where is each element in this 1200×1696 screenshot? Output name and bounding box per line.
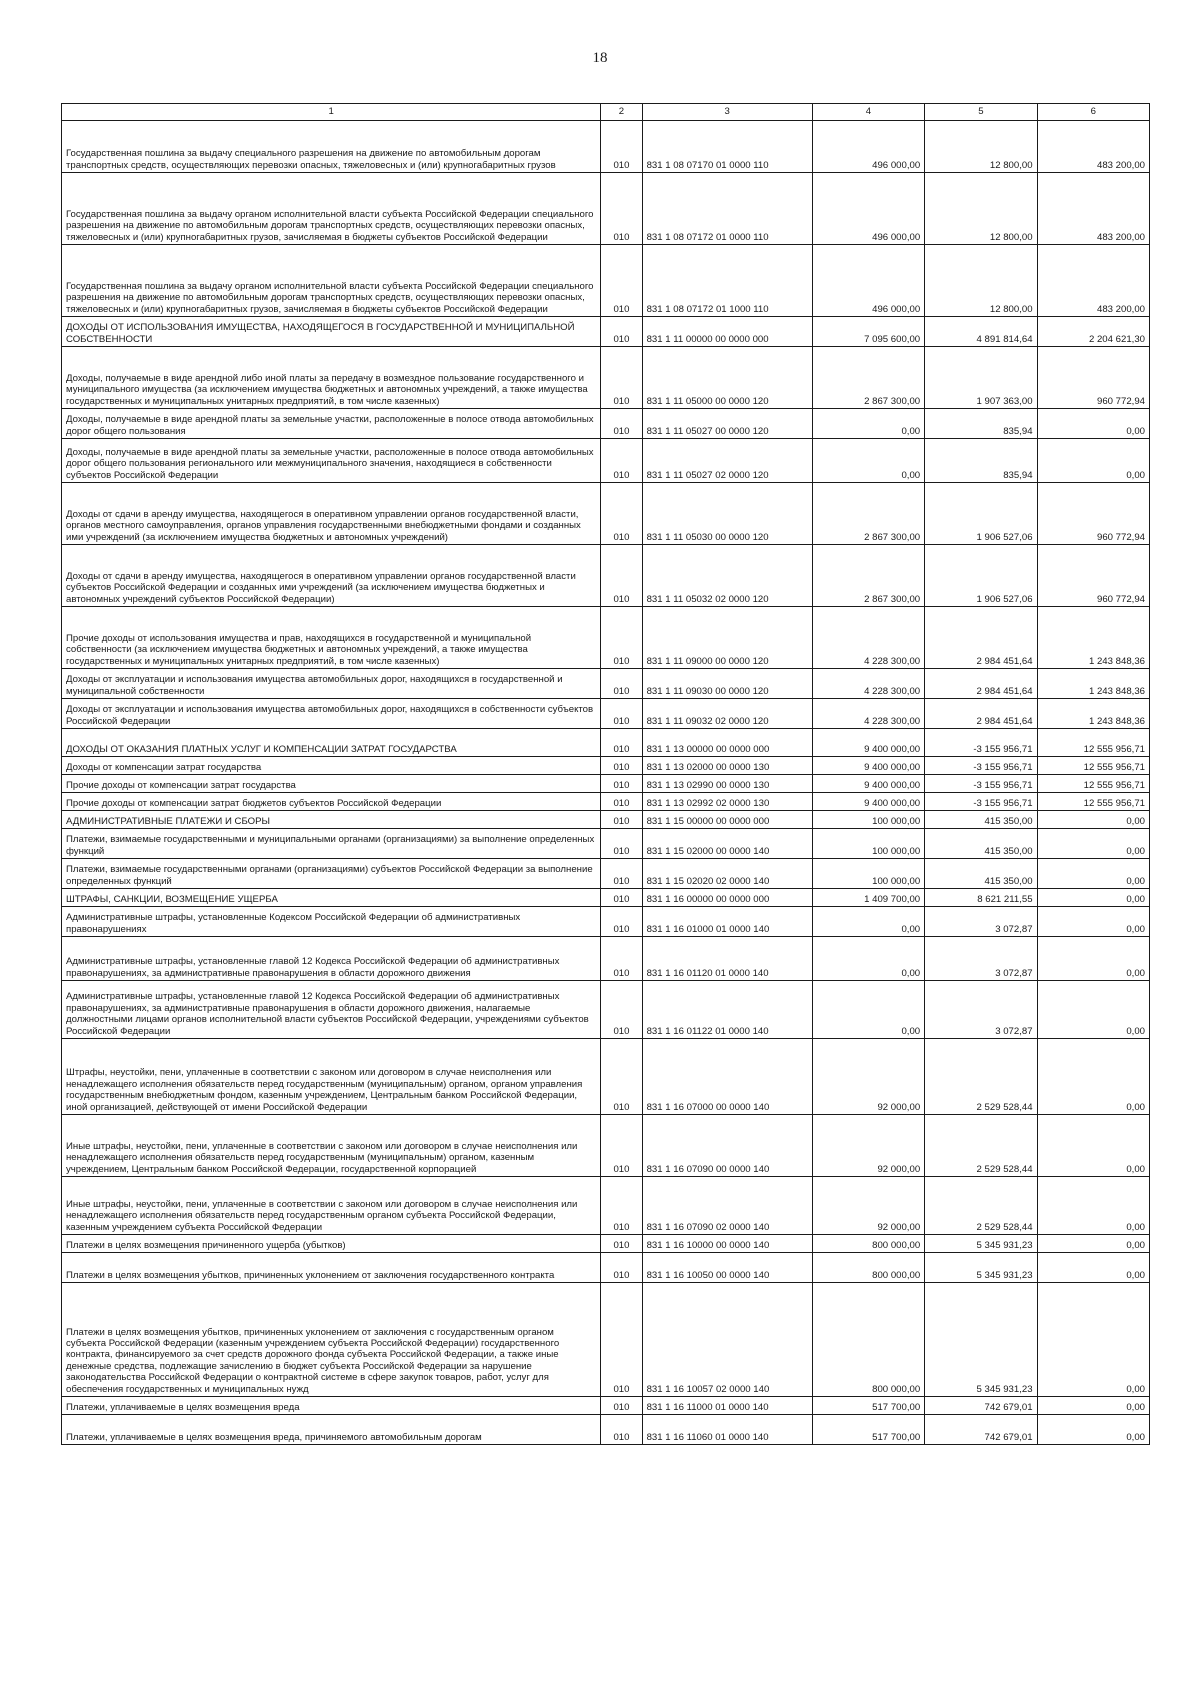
row-budget-code-cell: 831 1 16 10050 00 0000 140: [642, 1253, 812, 1283]
column-header: 6: [1037, 104, 1149, 121]
row-approved-cell: 496 000,00: [812, 121, 924, 173]
table-body: [62, 121, 1150, 1445]
table-row: [62, 829, 1150, 859]
row-name-cell: Платежи, уплачиваемые в целях возмещения вреда: [62, 1397, 601, 1415]
row-unexecuted-cell: 960 772,94: [1037, 483, 1149, 545]
row-unexecuted-cell: 1 243 848,36: [1037, 699, 1149, 729]
row-unexecuted-cell: 1 243 848,36: [1037, 607, 1149, 669]
row-executed-cell: -3 155 956,71: [925, 729, 1037, 757]
row-line-code-cell: 010: [601, 1397, 642, 1415]
row-approved-cell: 9 400 000,00: [812, 775, 924, 793]
row-budget-code-cell: 831 1 08 07172 01 1000 110: [642, 245, 812, 317]
row-line-code-cell: 010: [601, 793, 642, 811]
row-approved-cell: 7 095 600,00: [812, 317, 924, 347]
row-executed-cell: 3 072,87: [925, 907, 1037, 937]
row-budget-code-cell: 831 1 15 02020 02 0000 140: [642, 859, 812, 889]
row-line-code-cell: 010: [601, 347, 642, 409]
row-executed-cell: 5 345 931,23: [925, 1235, 1037, 1253]
row-executed-cell: -3 155 956,71: [925, 775, 1037, 793]
table-row: [62, 889, 1150, 907]
row-line-code-cell: 010: [601, 317, 642, 347]
table-row: [62, 347, 1150, 409]
row-approved-cell: 2 867 300,00: [812, 545, 924, 607]
row-executed-cell: 835,94: [925, 439, 1037, 483]
row-line-code-cell: 010: [601, 829, 642, 859]
row-budget-code-cell: 831 1 11 05032 02 0000 120: [642, 545, 812, 607]
row-line-code-cell: 010: [601, 775, 642, 793]
table-row: [62, 775, 1150, 793]
row-name-cell: Иные штрафы, неустойки, пени, уплаченные в соответствии с законом или договором в случае неисполнения или ненадлежащего исполнения обязательств перед государственным (муниципальным) органом, казенным учреждением, Центральным банком Российской Федерации, государственной корпорацией: [62, 1115, 601, 1177]
row-approved-cell: 4 228 300,00: [812, 699, 924, 729]
row-budget-code-cell: 831 1 11 00000 00 0000 000: [642, 317, 812, 347]
row-line-code-cell: 010: [601, 981, 642, 1039]
row-name-cell: Штрафы, неустойки, пени, уплаченные в соответствии с законом или договором в случае неисполнения или ненадлежащего исполнения обязательств перед государственным (муниципальным) органом, органом управления государственным внебюджетным фондом, казенным учреждением, Центральным банком Российской Федерации, иной организацией, действующей от имени Российской Федерации: [62, 1039, 601, 1115]
row-unexecuted-cell: 0,00: [1037, 829, 1149, 859]
row-executed-cell: 5 345 931,23: [925, 1283, 1037, 1397]
row-name-cell: Государственная пошлина за выдачу органом исполнительной власти субъекта Российской Федерации специального разрешения на движение по автомобильным дорогам транспортных средств, осуществляющих перевозки опасных, тяжеловесных и (или) крупногабаритных грузов, зачисляемая в бюджеты субъектов Российской Федерации: [62, 173, 601, 245]
table-row: [62, 699, 1150, 729]
row-budget-code-cell: 831 1 16 11060 01 0000 140: [642, 1415, 812, 1445]
row-approved-cell: 1 409 700,00: [812, 889, 924, 907]
table-row: [62, 1283, 1150, 1397]
row-line-code-cell: 010: [601, 1177, 642, 1235]
row-budget-code-cell: 831 1 15 00000 00 0000 000: [642, 811, 812, 829]
row-name-cell: Платежи, взимаемые государственными органами (организациями) субъектов Российской Федерации за выполнение определенных функций: [62, 859, 601, 889]
row-budget-code-cell: 831 1 16 07000 00 0000 140: [642, 1039, 812, 1115]
row-executed-cell: 12 800,00: [925, 245, 1037, 317]
row-line-code-cell: 010: [601, 937, 642, 981]
row-line-code-cell: 010: [601, 1235, 642, 1253]
table-row: [62, 545, 1150, 607]
table-row: [62, 859, 1150, 889]
row-unexecuted-cell: 0,00: [1037, 907, 1149, 937]
row-executed-cell: 2 984 451,64: [925, 699, 1037, 729]
row-approved-cell: 9 400 000,00: [812, 729, 924, 757]
row-line-code-cell: 010: [601, 811, 642, 829]
row-name-cell: Платежи, уплачиваемые в целях возмещения вреда, причиняемого автомобильным дорогам: [62, 1415, 601, 1445]
row-unexecuted-cell: 2 204 621,30: [1037, 317, 1149, 347]
row-unexecuted-cell: 483 200,00: [1037, 173, 1149, 245]
row-budget-code-cell: 831 1 16 01122 01 0000 140: [642, 981, 812, 1039]
row-executed-cell: 2 529 528,44: [925, 1177, 1037, 1235]
row-approved-cell: 517 700,00: [812, 1415, 924, 1445]
table-row: [62, 1039, 1150, 1115]
row-approved-cell: 4 228 300,00: [812, 669, 924, 699]
row-budget-code-cell: 831 1 11 09032 02 0000 120: [642, 699, 812, 729]
row-executed-cell: 12 800,00: [925, 121, 1037, 173]
row-budget-code-cell: 831 1 16 11000 01 0000 140: [642, 1397, 812, 1415]
row-approved-cell: 9 400 000,00: [812, 757, 924, 775]
row-unexecuted-cell: 0,00: [1037, 1039, 1149, 1115]
row-name-cell: Прочие доходы от компенсации затрат бюджетов субъектов Российской Федерации: [62, 793, 601, 811]
row-approved-cell: 800 000,00: [812, 1235, 924, 1253]
row-executed-cell: 415 350,00: [925, 829, 1037, 859]
row-unexecuted-cell: 1 243 848,36: [1037, 669, 1149, 699]
table-row: [62, 1235, 1150, 1253]
row-name-cell: Административные штрафы, установленные Кодексом Российской Федерации об административных правонарушениях: [62, 907, 601, 937]
row-executed-cell: 415 350,00: [925, 859, 1037, 889]
row-executed-cell: 2 529 528,44: [925, 1115, 1037, 1177]
row-line-code-cell: 010: [601, 607, 642, 669]
row-unexecuted-cell: 0,00: [1037, 859, 1149, 889]
row-approved-cell: 496 000,00: [812, 245, 924, 317]
row-name-cell: Платежи в целях возмещения убытков, причиненных уклонением от заключения с государственным органом субъекта Российской Федерации (казенным учреждением субъекта Российской Федерации) государственного контракта, финансируемого за счет средств дорожного фонда субъекта Российской Федерации, а также иные денежные средства, подлежащие зачислению в бюджет субъекта Российской Федерации за нарушение законодательства Российской Федерации о контрактной системе в сфере закупок товаров, работ, услуг для обеспечения государственных и муниципальных нужд: [62, 1283, 601, 1397]
row-unexecuted-cell: 0,00: [1037, 937, 1149, 981]
row-line-code-cell: 010: [601, 757, 642, 775]
revenue-table: [61, 103, 1150, 1445]
row-executed-cell: 2 984 451,64: [925, 607, 1037, 669]
column-header: 3: [642, 104, 812, 121]
row-line-code-cell: 010: [601, 439, 642, 483]
row-budget-code-cell: 831 1 08 07170 01 0000 110: [642, 121, 812, 173]
row-line-code-cell: 010: [601, 1415, 642, 1445]
row-line-code-cell: 010: [601, 121, 642, 173]
row-unexecuted-cell: 0,00: [1037, 889, 1149, 907]
table-row: [62, 1115, 1150, 1177]
row-line-code-cell: 010: [601, 245, 642, 317]
row-budget-code-cell: 831 1 13 02990 00 0000 130: [642, 775, 812, 793]
row-executed-cell: 1 907 363,00: [925, 347, 1037, 409]
row-name-cell: Платежи, взимаемые государственными и муниципальными органами (организациями) за выполнение определенных функций: [62, 829, 601, 859]
row-line-code-cell: 010: [601, 173, 642, 245]
row-executed-cell: 415 350,00: [925, 811, 1037, 829]
row-executed-cell: -3 155 956,71: [925, 793, 1037, 811]
row-budget-code-cell: 831 1 16 10057 02 0000 140: [642, 1283, 812, 1397]
row-name-cell: Прочие доходы от компенсации затрат государства: [62, 775, 601, 793]
row-budget-code-cell: 831 1 13 02000 00 0000 130: [642, 757, 812, 775]
row-line-code-cell: 010: [601, 1283, 642, 1397]
header-row: [62, 104, 1150, 121]
row-approved-cell: 92 000,00: [812, 1115, 924, 1177]
row-line-code-cell: 010: [601, 669, 642, 699]
row-line-code-cell: 010: [601, 907, 642, 937]
row-budget-code-cell: 831 1 13 02992 02 0000 130: [642, 793, 812, 811]
row-approved-cell: 517 700,00: [812, 1397, 924, 1415]
row-name-cell: Доходы, получаемые в виде арендной платы за земельные участки, расположенные в полосе отвода автомобильных дорог общего пользования регионального или межмуниципального значения, находящиеся в собственности субъектов Российской Федерации: [62, 439, 601, 483]
column-header: 2: [601, 104, 642, 121]
row-name-cell: Доходы, получаемые в виде арендной либо иной платы за передачу в возмездное пользование государственного и муниципального имущества (за исключением имущества бюджетных и автономных учреждений, а также имущества государственных и муниципальных унитарных предприятий, в том числе казенных): [62, 347, 601, 409]
table-row: [62, 981, 1150, 1039]
table-row: [62, 1397, 1150, 1415]
row-executed-cell: 2 984 451,64: [925, 669, 1037, 699]
row-line-code-cell: 010: [601, 1039, 642, 1115]
table-row: [62, 907, 1150, 937]
row-unexecuted-cell: 0,00: [1037, 1283, 1149, 1397]
row-approved-cell: 0,00: [812, 439, 924, 483]
table-row: [62, 793, 1150, 811]
row-executed-cell: 4 891 814,64: [925, 317, 1037, 347]
row-name-cell: Платежи в целях возмещения убытков, причиненных уклонением от заключения государственного контракта: [62, 1253, 601, 1283]
table-row: [62, 409, 1150, 439]
row-name-cell: Административные штрафы, установленные главой 12 Кодекса Российской Федерации об административных правонарушениях, за административные правонарушения в области дорожного движения: [62, 937, 601, 981]
table-row: [62, 729, 1150, 757]
row-unexecuted-cell: 0,00: [1037, 1397, 1149, 1415]
table-row: [62, 757, 1150, 775]
row-name-cell: Доходы от сдачи в аренду имущества, находящегося в оперативном управлении органов государственной власти, органов местного самоуправления, органов управления государственными внебюджетными фондами и созданных ими учреждений (за исключением имущества бюджетных и автономных учреждений): [62, 483, 601, 545]
row-line-code-cell: 010: [601, 699, 642, 729]
row-approved-cell: 9 400 000,00: [812, 793, 924, 811]
row-budget-code-cell: 831 1 16 01120 01 0000 140: [642, 937, 812, 981]
row-budget-code-cell: 831 1 16 07090 02 0000 140: [642, 1177, 812, 1235]
row-name-cell: АДМИНИСТРАТИВНЫЕ ПЛАТЕЖИ И СБОРЫ: [62, 811, 601, 829]
row-name-cell: Доходы от эксплуатации и использования имущества автомобильных дорог, находящихся в собственности субъектов Российской Федерации: [62, 699, 601, 729]
row-unexecuted-cell: 960 772,94: [1037, 347, 1149, 409]
row-executed-cell: 835,94: [925, 409, 1037, 439]
row-name-cell: Государственная пошлина за выдачу органом исполнительной власти субъекта Российской Федерации специального разрешения на движение по автомобильным дорогам транспортных средств, осуществляющих перевозки опасных, тяжеловесных и (или) крупногабаритных грузов, зачисляемая в бюджеты субъектов Российской Федерации: [62, 245, 601, 317]
table-row: [62, 1415, 1150, 1445]
row-unexecuted-cell: 0,00: [1037, 1235, 1149, 1253]
column-header: 4: [812, 104, 924, 121]
row-executed-cell: 5 345 931,23: [925, 1253, 1037, 1283]
page-number: 18: [592, 50, 608, 66]
row-unexecuted-cell: 12 555 956,71: [1037, 757, 1149, 775]
row-name-cell: Доходы, получаемые в виде арендной платы за земельные участки, расположенные в полосе отвода автомобильных дорог общего пользования: [62, 409, 601, 439]
row-approved-cell: 2 867 300,00: [812, 483, 924, 545]
table-row: [62, 245, 1150, 317]
row-name-cell: Платежи в целях возмещения причиненного ущерба (убытков): [62, 1235, 601, 1253]
row-budget-code-cell: 831 1 11 09030 00 0000 120: [642, 669, 812, 699]
row-approved-cell: 100 000,00: [812, 811, 924, 829]
table-row: [62, 1253, 1150, 1283]
row-line-code-cell: 010: [601, 1115, 642, 1177]
row-name-cell: Прочие доходы от использования имущества и прав, находящихся в государственной и муниципальной собственности (за исключением имущества бюджетных и автономных учреждений, а также имущества государственных и муниципальных унитарных предприятий, в том числе казенных): [62, 607, 601, 669]
table-row: [62, 317, 1150, 347]
row-budget-code-cell: 831 1 11 05030 00 0000 120: [642, 483, 812, 545]
row-executed-cell: 8 621 211,55: [925, 889, 1037, 907]
row-approved-cell: 496 000,00: [812, 173, 924, 245]
row-budget-code-cell: 831 1 16 07090 00 0000 140: [642, 1115, 812, 1177]
row-approved-cell: 92 000,00: [812, 1039, 924, 1115]
row-unexecuted-cell: 960 772,94: [1037, 545, 1149, 607]
row-approved-cell: 92 000,00: [812, 1177, 924, 1235]
table-row: [62, 1177, 1150, 1235]
row-budget-code-cell: 831 1 16 01000 01 0000 140: [642, 907, 812, 937]
row-name-cell: Иные штрафы, неустойки, пени, уплаченные в соответствии с законом или договором в случае неисполнения или ненадлежащего исполнения обязательств перед государственным органом субъекта Российской Федерации, казенным учреждением субъекта Российской Федерации: [62, 1177, 601, 1235]
row-approved-cell: 100 000,00: [812, 859, 924, 889]
row-unexecuted-cell: 0,00: [1037, 1253, 1149, 1283]
row-unexecuted-cell: 0,00: [1037, 981, 1149, 1039]
row-name-cell: ШТРАФЫ, САНКЦИИ, ВОЗМЕЩЕНИЕ УЩЕРБА: [62, 889, 601, 907]
row-budget-code-cell: 831 1 11 05027 02 0000 120: [642, 439, 812, 483]
row-budget-code-cell: 831 1 16 00000 00 0000 000: [642, 889, 812, 907]
row-line-code-cell: 010: [601, 729, 642, 757]
row-executed-cell: 2 529 528,44: [925, 1039, 1037, 1115]
row-executed-cell: 1 906 527,06: [925, 483, 1037, 545]
row-unexecuted-cell: 0,00: [1037, 1177, 1149, 1235]
row-executed-cell: 742 679,01: [925, 1397, 1037, 1415]
table-row: [62, 439, 1150, 483]
row-unexecuted-cell: 12 555 956,71: [1037, 793, 1149, 811]
row-name-cell: Административные штрафы, установленные главой 12 Кодекса Российской Федерации об административных правонарушениях, за административные правонарушения в области дорожного движения, налагаемые должностными лицами органов исполнительной власти субъектов Российской Федерации, учреждениями субъектов Российской Федерации: [62, 981, 601, 1039]
row-budget-code-cell: 831 1 15 02000 00 0000 140: [642, 829, 812, 859]
row-name-cell: Государственная пошлина за выдачу специального разрешения на движение по автомобильным дорогам транспортных средств, осуществляющих перевозки опасных, тяжеловесных и (или) крупногабаритных грузов: [62, 121, 601, 173]
row-approved-cell: 0,00: [812, 907, 924, 937]
row-name-cell: ДОХОДЫ ОТ ИСПОЛЬЗОВАНИЯ ИМУЩЕСТВА, НАХОДЯЩЕГОСЯ В ГОСУДАРСТВЕННОЙ И МУНИЦИПАЛЬНОЙ СОБСТВЕННОСТИ: [62, 317, 601, 347]
row-name-cell: Доходы от сдачи в аренду имущества, находящегося в оперативном управлении органов государственной власти субъектов Российской Федерации и созданных ими учреждений (за исключением имущества бюджетных и автономных учреждений субъектов Российской Федерации): [62, 545, 601, 607]
row-budget-code-cell: 831 1 16 10000 00 0000 140: [642, 1235, 812, 1253]
row-approved-cell: 100 000,00: [812, 829, 924, 859]
row-executed-cell: 3 072,87: [925, 981, 1037, 1039]
row-line-code-cell: 010: [601, 483, 642, 545]
row-approved-cell: 0,00: [812, 409, 924, 439]
row-budget-code-cell: 831 1 11 05027 00 0000 120: [642, 409, 812, 439]
table-row: [62, 669, 1150, 699]
table-row: [62, 607, 1150, 669]
row-budget-code-cell: 831 1 11 09000 00 0000 120: [642, 607, 812, 669]
row-line-code-cell: 010: [601, 545, 642, 607]
row-name-cell: ДОХОДЫ ОТ ОКАЗАНИЯ ПЛАТНЫХ УСЛУГ И КОМПЕНСАЦИИ ЗАТРАТ ГОСУДАРСТВА: [62, 729, 601, 757]
row-executed-cell: 12 800,00: [925, 173, 1037, 245]
row-unexecuted-cell: 0,00: [1037, 1415, 1149, 1445]
row-budget-code-cell: 831 1 11 05000 00 0000 120: [642, 347, 812, 409]
row-unexecuted-cell: 0,00: [1037, 1115, 1149, 1177]
row-unexecuted-cell: 0,00: [1037, 439, 1149, 483]
table-row: [62, 811, 1150, 829]
row-line-code-cell: 010: [601, 1253, 642, 1283]
row-executed-cell: 742 679,01: [925, 1415, 1037, 1445]
table-row: [62, 937, 1150, 981]
row-name-cell: Доходы от эксплуатации и использования имущества автомобильных дорог, находящихся в государственной и муниципальной собственности: [62, 669, 601, 699]
column-header: 5: [925, 104, 1037, 121]
column-header: 1: [62, 104, 601, 121]
row-executed-cell: -3 155 956,71: [925, 757, 1037, 775]
row-approved-cell: 2 867 300,00: [812, 347, 924, 409]
row-name-cell: Доходы от компенсации затрат государства: [62, 757, 601, 775]
row-budget-code-cell: 831 1 08 07172 01 0000 110: [642, 173, 812, 245]
table-row: [62, 483, 1150, 545]
row-approved-cell: 800 000,00: [812, 1283, 924, 1397]
row-executed-cell: 1 906 527,06: [925, 545, 1037, 607]
row-budget-code-cell: 831 1 13 00000 00 0000 000: [642, 729, 812, 757]
table-row: [62, 173, 1150, 245]
row-unexecuted-cell: 483 200,00: [1037, 121, 1149, 173]
row-unexecuted-cell: 0,00: [1037, 409, 1149, 439]
row-approved-cell: 800 000,00: [812, 1253, 924, 1283]
row-line-code-cell: 010: [601, 859, 642, 889]
row-unexecuted-cell: 12 555 956,71: [1037, 729, 1149, 757]
row-unexecuted-cell: 483 200,00: [1037, 245, 1149, 317]
row-line-code-cell: 010: [601, 409, 642, 439]
row-unexecuted-cell: 12 555 956,71: [1037, 775, 1149, 793]
row-line-code-cell: 010: [601, 889, 642, 907]
row-executed-cell: 3 072,87: [925, 937, 1037, 981]
row-unexecuted-cell: 0,00: [1037, 811, 1149, 829]
row-approved-cell: 0,00: [812, 981, 924, 1039]
row-approved-cell: 0,00: [812, 937, 924, 981]
table-row: [62, 121, 1150, 173]
row-approved-cell: 4 228 300,00: [812, 607, 924, 669]
